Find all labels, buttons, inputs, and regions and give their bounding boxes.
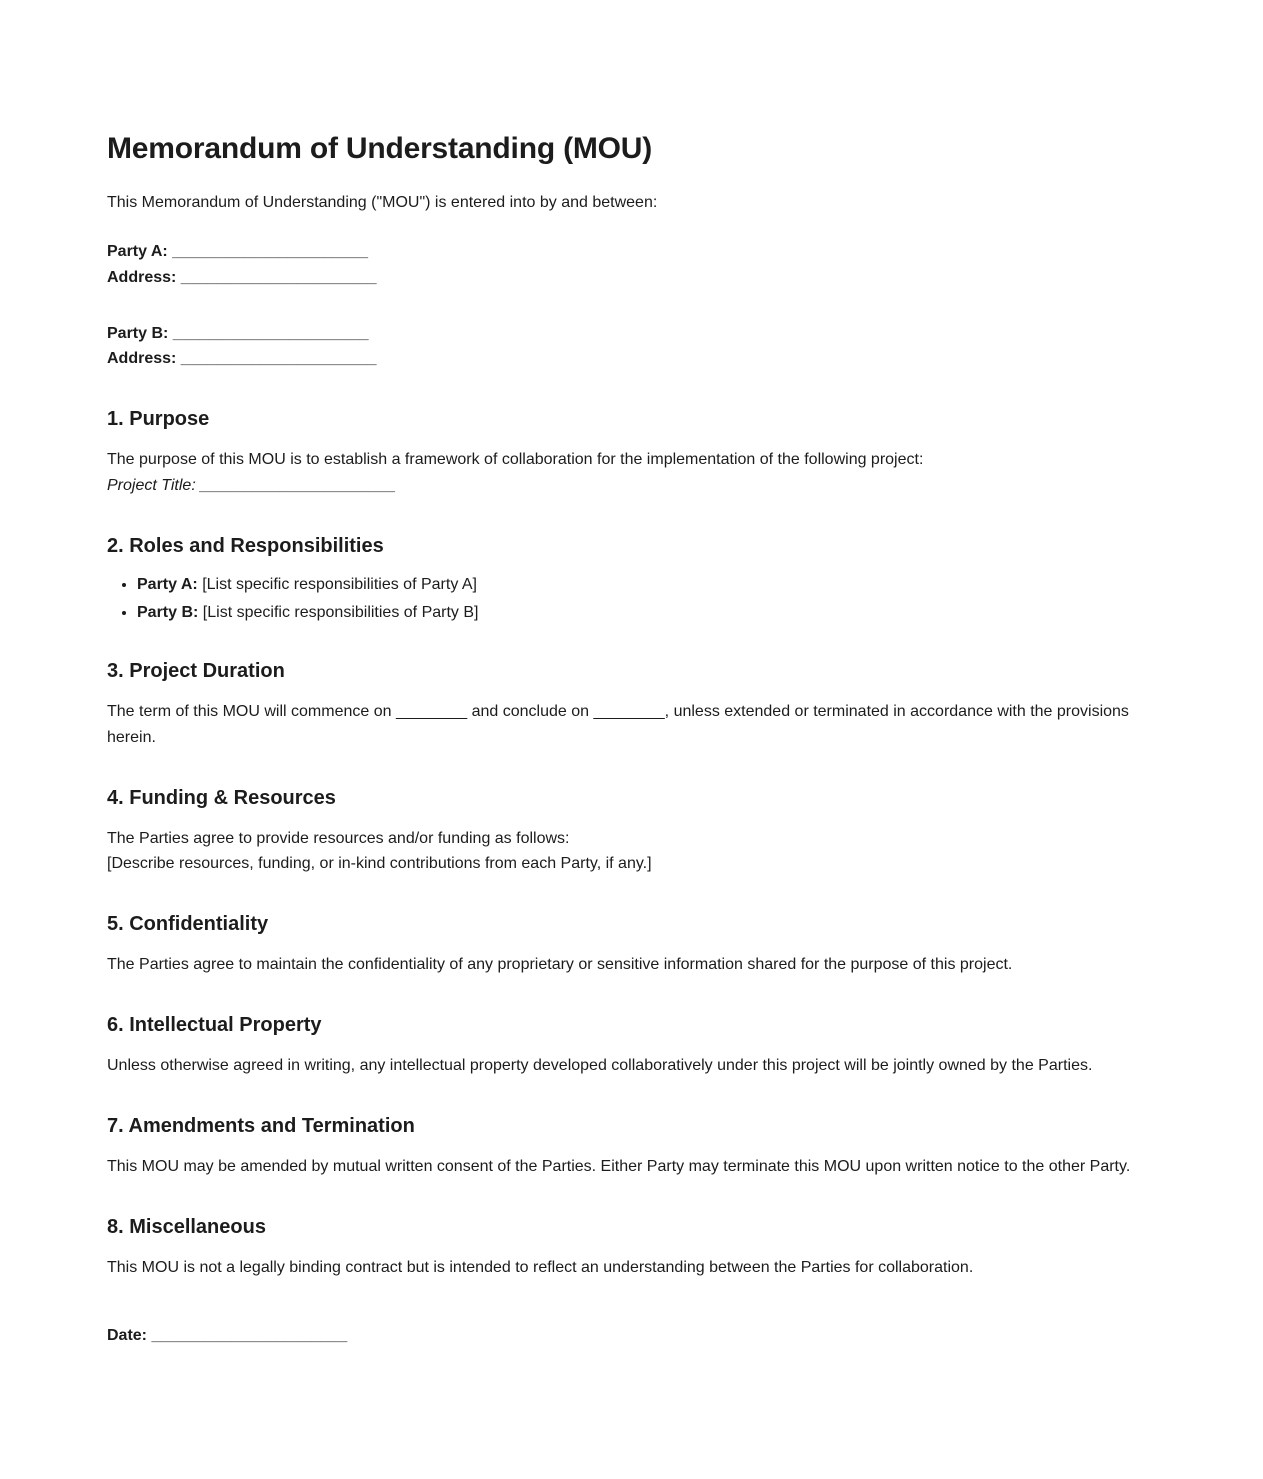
date-label: Date: <box>107 1327 152 1344</box>
project-title-label: Project Title: <box>107 476 201 494</box>
project-title-blank: ______________________ <box>200 476 396 494</box>
party-b-block <box>107 321 1156 372</box>
section-heading-duration: 3. Project Duration <box>107 659 285 682</box>
funding-paragraph <box>107 826 1156 878</box>
section-heading-confidentiality: 5. Confidentiality <box>107 913 269 936</box>
duration-blank-start: ________ <box>395 702 468 720</box>
roles-party-b-text: [List specific responsibilities of Party B] <box>198 603 479 621</box>
roles-list <box>107 574 1156 624</box>
duration-text-2: and conclude on <box>467 702 594 720</box>
roles-list-item-party-b <box>137 602 1156 624</box>
page-title: Memorandum of Understanding (MOU) <box>107 132 653 165</box>
party-b-line <box>107 321 1156 347</box>
section-heading-purpose: 1. Purpose <box>107 407 210 430</box>
duration-text-1: The term of this MOU will commence on <box>107 702 396 720</box>
amendments-paragraph: This MOU may be amended by mutual written consent of the Parties. Either Party may terminate this MOU upon written notice to the other Party. <box>107 1158 1131 1176</box>
confidentiality-paragraph: The Parties agree to maintain the confidentiality of any proprietary or sensitive information shared for the purpose of this project. <box>107 956 1013 974</box>
section-heading-amendments: 7. Amendments and Termination <box>107 1115 415 1138</box>
party-b-address-line <box>107 346 1156 372</box>
party-a-label: Party A: <box>107 243 173 261</box>
intellectual-property-paragraph: Unless otherwise agreed in writing, any intellectual property developed collaboratively under this project will be jointly owned by the Parties. <box>107 1057 1093 1075</box>
party-a-blank: ______________________ <box>172 243 368 261</box>
party-a-address-blank: ______________________ <box>180 269 377 286</box>
miscellaneous-paragraph: This MOU is not a legally binding contract but is intended to reflect an understanding between the Parties for collaboration. <box>107 1259 974 1277</box>
date-blank: ______________________ <box>151 1327 348 1344</box>
section-heading-intellectual-property: 6. Intellectual Property <box>107 1014 322 1037</box>
section-heading-miscellaneous: 8. Miscellaneous <box>107 1216 266 1239</box>
section-heading-roles: 2. Roles and Responsibilities <box>107 534 384 557</box>
roles-party-a-text: [List specific responsibilities of Party A] <box>197 575 477 593</box>
duration-paragraph <box>107 699 1156 751</box>
funding-line-1: The Parties agree to provide resources and/or funding as follows: <box>107 829 570 847</box>
funding-line-2: [Describe resources, funding, or in-kind contributions from each Party, if any.] <box>107 855 652 873</box>
party-a-block <box>107 239 1156 290</box>
party-b-address-label: Address: <box>107 350 181 368</box>
duration-text-3: , unless extended or terminated in accordance with the provisions herein. <box>107 702 1129 746</box>
purpose-body: The purpose of this MOU is to establish a framework of collaboration for the implementation of the following project: <box>107 450 924 468</box>
project-title-line <box>107 477 396 494</box>
roles-list-item-party-a <box>137 574 1156 596</box>
party-a-address-label: Address: <box>107 269 181 286</box>
party-b-blank: ______________________ <box>172 324 369 342</box>
date-line <box>107 1323 1156 1349</box>
party-b-address-blank: ______________________ <box>180 350 377 368</box>
section-heading-funding: 4. Funding & Resources <box>107 786 336 809</box>
roles-party-b-label: Party B: <box>137 603 199 621</box>
intro-paragraph: This Memorandum of Understanding ("MOU") is entered into by and between: <box>107 193 658 211</box>
purpose-paragraph <box>107 447 1156 499</box>
party-a-address-line <box>107 265 1156 291</box>
roles-party-a-label: Party A: <box>137 575 198 593</box>
party-a-line <box>107 239 1156 265</box>
party-b-label: Party B: <box>107 324 173 342</box>
duration-blank-end: ________ <box>593 702 665 720</box>
